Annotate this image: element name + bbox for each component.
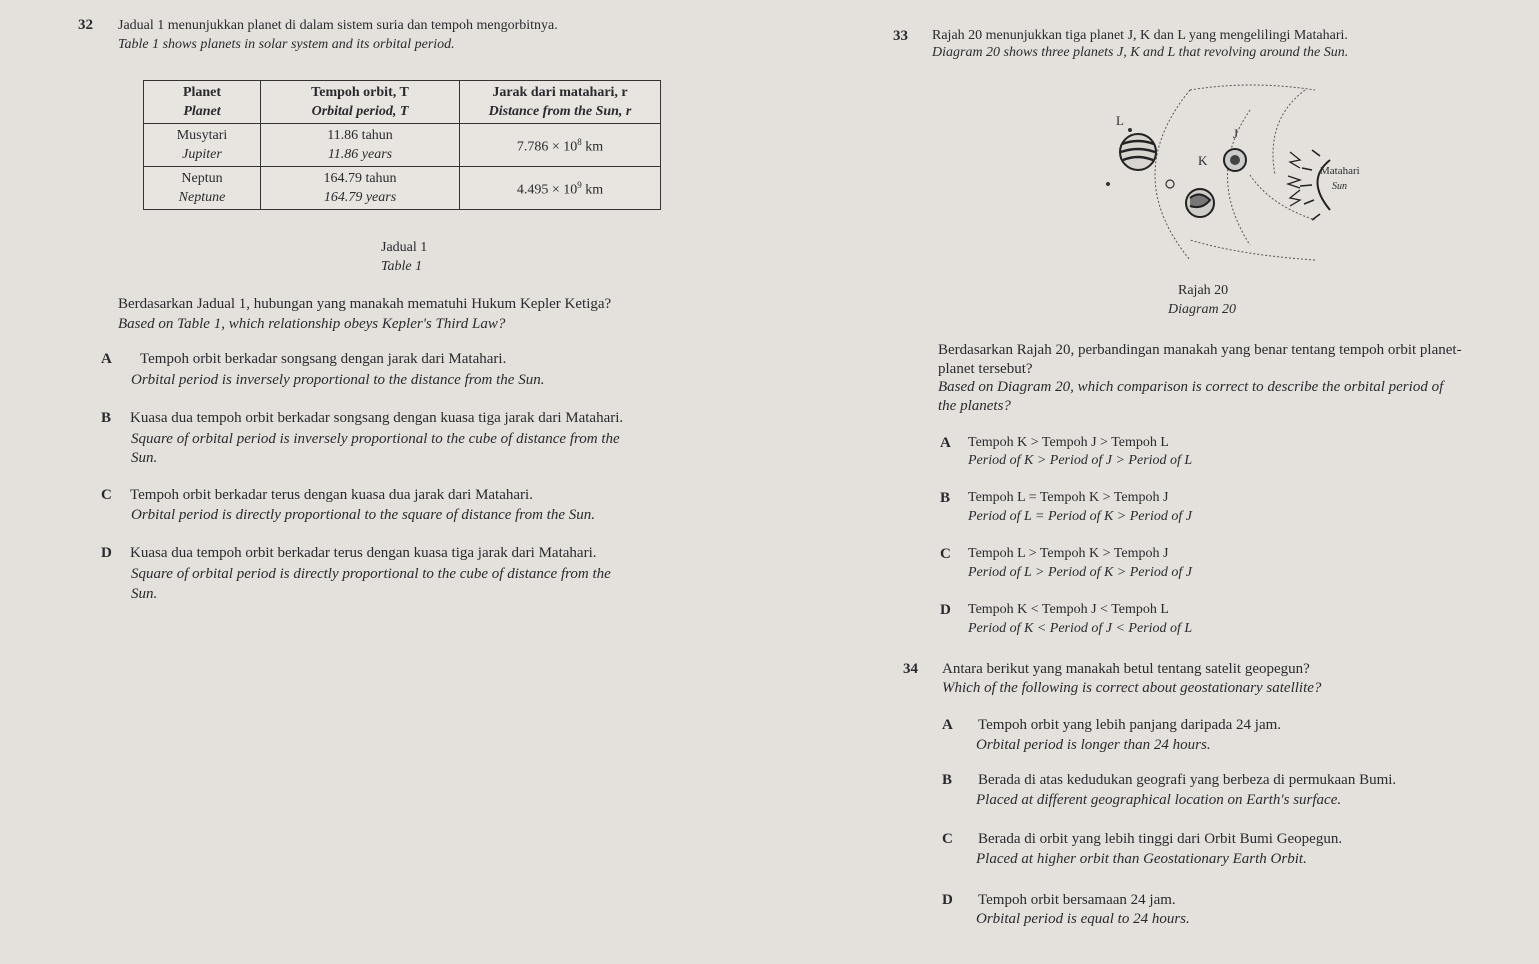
distance-exponent: 8	[577, 137, 582, 148]
table-header-cell	[261, 81, 460, 124]
header-en: Orbital period, T	[311, 104, 409, 119]
moon-dot	[1128, 128, 1132, 132]
distance-mantissa: 4.495 × 10	[516, 182, 578, 198]
period-ms: 164.79 tahun	[323, 171, 397, 186]
header-ms: Planet	[182, 85, 222, 100]
distance-cell	[460, 167, 661, 210]
question-stem-ms: Jadual 1 menunjukkan planet di dalam sistem suria dan tempoh mengorbitnya.	[118, 18, 558, 33]
planet-k-label: K	[1198, 153, 1208, 168]
option-text-ms: Tempoh orbit berkadar terus dengan kuasa dua jarak dari Matahari.	[130, 487, 533, 503]
planet-j-icon	[1224, 149, 1246, 171]
option-text-en-cont: Sun.	[131, 586, 158, 602]
option-text-en: Square of orbital period is directly proportional to the cube of distance from the	[131, 566, 611, 582]
period-en: 11.86 years	[327, 147, 393, 162]
question-text-ms-cont: planet tersebut?	[938, 361, 1033, 377]
planet-name-ms: Musytari	[176, 128, 228, 143]
question-number: 32	[78, 17, 93, 33]
table-caption-ms: Jadual 1	[381, 240, 428, 255]
planet-table	[143, 80, 661, 210]
option-text-ms: Berada di orbit yang lebih tinggi dari Orbit Bumi Geopegun.	[978, 831, 1343, 847]
option-text-ms: Tempoh orbit berkadar songsang dengan jarak dari Matahari.	[140, 351, 507, 367]
table-caption-en: Table 1	[381, 259, 423, 274]
question-stem-en: Diagram 20 shows three planets J, K and L that revolving around the Sun.	[932, 45, 1349, 60]
header-en: Distance from the Sun, r	[488, 104, 632, 119]
table-header-cell	[460, 81, 661, 124]
planet-j-label: J	[1233, 126, 1239, 141]
planet-cell	[144, 167, 261, 210]
option-text-en: Orbital period is directly proportional to the square of distance from the Sun.	[131, 507, 595, 523]
period-en: 164.79 years	[323, 190, 397, 205]
option-text-en: Square of orbital period is inversely proportional to the cube of distance from the	[131, 431, 620, 447]
option-text-ms: Tempoh K < Tempoh J < Tempoh L	[968, 602, 1169, 617]
option-letter: D	[940, 602, 951, 618]
question-stem-en: Table 1 shows planets in solar system and its orbital period.	[118, 37, 455, 52]
option-letter: B	[940, 490, 951, 506]
table-row	[144, 124, 661, 167]
moon-circle	[1166, 180, 1174, 188]
question-stem-en: Which of the following is correct about geostationary satellite?	[942, 680, 1322, 696]
sun-label-en: Sun	[1332, 181, 1347, 192]
option-letter: C	[101, 487, 112, 503]
period-cell	[261, 167, 460, 210]
question-number: 33	[893, 28, 908, 44]
question-text-ms: Berdasarkan Jadual 1, hubungan yang manakah mematuhi Hukum Kepler Ketiga?	[118, 296, 612, 312]
option-text-en: Orbital period is equal to 24 hours.	[976, 911, 1190, 927]
question-stem-ms: Rajah 20 menunjukkan tiga planet J, K dan L yang mengelilingi Matahari.	[932, 28, 1348, 43]
table-header-row	[144, 81, 661, 124]
planet-l-label: L	[1116, 113, 1124, 128]
option-text-en: Period of K > Period of J > Period of L	[968, 453, 1193, 468]
sun-icon	[1288, 150, 1330, 220]
option-text-en: Placed at higher orbit than Geostationary Earth Orbit.	[976, 851, 1307, 867]
question-number: 34	[903, 661, 918, 677]
planet-name-ms: Neptun	[181, 171, 223, 186]
table-row	[144, 167, 661, 210]
distance-exponent: 9	[577, 180, 582, 191]
header-en: Planet	[183, 104, 221, 119]
diagram-caption-ms: Rajah 20	[1178, 283, 1229, 298]
orbit-bottom	[1190, 240, 1315, 260]
orbit-inner-lower	[1250, 175, 1315, 220]
option-text-ms: Berada di atas kedudukan geografi yang berbeza di permukaan Bumi.	[978, 772, 1397, 788]
option-letter: A	[942, 717, 953, 733]
option-text-en-cont: Sun.	[131, 450, 158, 466]
planet-l-icon	[1120, 134, 1156, 170]
option-text-en: Placed at different geographical location on Earth's surface.	[976, 792, 1342, 808]
period-cell	[261, 124, 460, 167]
option-text-ms: Kuasa dua tempoh orbit berkadar terus dengan kuasa tiga jarak dari Matahari.	[130, 545, 597, 561]
option-letter: A	[101, 351, 112, 367]
option-text-ms: Tempoh orbit yang lebih panjang daripada 24 jam.	[978, 717, 1282, 733]
question-text-ms: Berdasarkan Rajah 20, perbandingan manakah yang benar tentang tempoh orbit planet-	[938, 342, 1462, 358]
question-stem-ms: Antara berikut yang manakah betul tentang satelit geopegun?	[942, 661, 1310, 677]
sun-label-ms: Matahari	[1320, 165, 1360, 177]
moon-dot	[1106, 182, 1110, 186]
option-text-ms: Tempoh L = Tempoh K > Tempoh J	[968, 490, 1169, 505]
option-text-ms: Tempoh orbit bersamaan 24 jam.	[978, 892, 1176, 908]
orbit-top	[1190, 85, 1315, 90]
period-ms: 11.86 tahun	[327, 128, 393, 143]
option-text-ms: Tempoh L > Tempoh K > Tempoh J	[968, 546, 1169, 561]
distance-unit: km	[581, 182, 604, 198]
option-text-en: Period of L > Period of K > Period of J	[968, 565, 1192, 580]
option-letter: D	[101, 545, 112, 561]
option-letter: D	[942, 892, 953, 908]
option-text-en: Period of K < Period of J < Period of L	[968, 621, 1193, 636]
distance-unit: km	[581, 139, 604, 155]
question-text-en: Based on Diagram 20, which comparison is correct to describe the orbital period of	[938, 379, 1444, 395]
option-text-en: Orbital period is inversely proportional to the distance from the Sun.	[131, 372, 545, 388]
planet-name-en: Neptune	[178, 190, 226, 205]
question-text-en-cont: the planets?	[938, 398, 1011, 414]
orbit-k-upper	[1273, 90, 1305, 175]
option-letter: B	[101, 410, 112, 426]
diagram-caption-en: Diagram 20	[1168, 302, 1237, 317]
option-letter: C	[942, 831, 953, 847]
option-letter: A	[940, 435, 951, 451]
option-text-en: Orbital period is longer than 24 hours.	[976, 737, 1211, 753]
planet-name-en: Jupiter	[182, 147, 222, 162]
option-letter: C	[940, 546, 951, 562]
option-letter: B	[942, 772, 953, 788]
distance-mantissa: 7.786 × 10	[516, 139, 578, 155]
table-header-cell	[144, 81, 261, 124]
option-text-ms: Tempoh K > Tempoh J > Tempoh L	[968, 435, 1169, 450]
orbit-j	[1228, 110, 1251, 245]
planet-k-icon	[1186, 189, 1214, 217]
header-ms: Tempoh orbit, T	[311, 85, 409, 100]
planet-cell	[144, 124, 261, 167]
distance-cell	[460, 124, 661, 167]
orbit-l	[1155, 90, 1190, 260]
question-text-en: Based on Table 1, which relationship obeys Kepler's Third Law?	[118, 316, 506, 332]
header-ms: Jarak dari matahari, r	[492, 85, 628, 100]
option-text-en: Period of L = Period of K > Period of J	[968, 509, 1192, 524]
option-text-ms: Kuasa dua tempoh orbit berkadar songsang dengan kuasa tiga jarak dari Matahari.	[130, 410, 624, 426]
